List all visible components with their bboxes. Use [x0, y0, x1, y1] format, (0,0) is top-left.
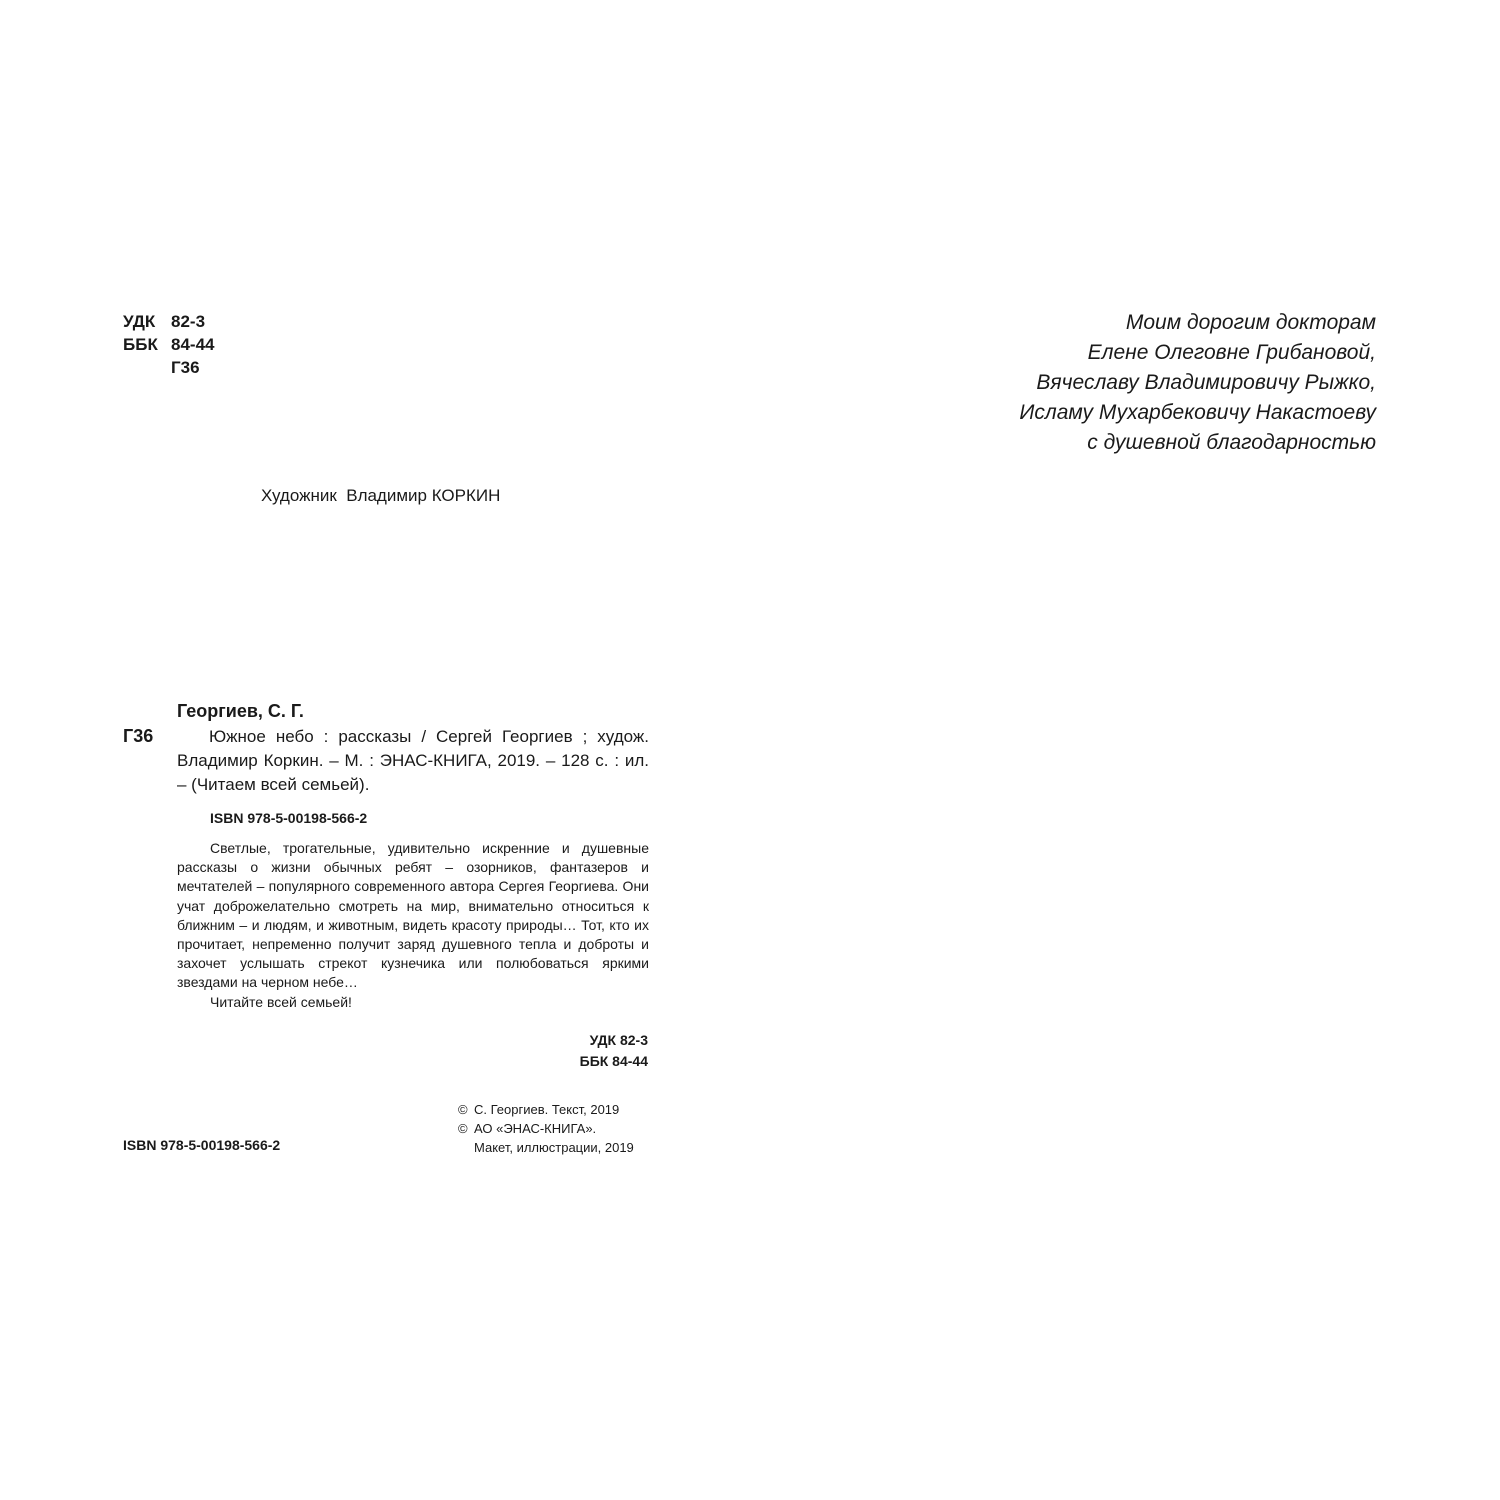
copyright-icon: ©	[458, 1102, 468, 1117]
udk-value: 82-3	[171, 312, 206, 331]
bbk-row	[123, 333, 214, 356]
annotation-text: Светлые, трогательные, удивительно искренние и душевные рассказы о жизни обычных ребят – озорников, фантазеров и мечтателей – популярного современного автора Сергея Георгиева. Они учат доброжелательно смотреть на мир, внимательно относиться к ближним – и людям, и животным, видеть красоту природы… Тот, кто их прочитает, непременно получит заряд душевного тепла и доброты и захочет услышать стрекот кузнечика или полюбоваться яркими звездами на черном небе…	[177, 840, 649, 991]
bbk-value: 84-44	[171, 335, 215, 354]
copyright-block	[458, 1100, 634, 1157]
dedication-line: Моим дорогим докторам	[1125, 311, 1376, 334]
annotation-closing: Читайте всей семьей!	[210, 993, 352, 1010]
copyright-publisher: АО «ЭНАС-КНИГА».	[474, 1121, 597, 1136]
dedication-line: Исламу Мухарбековичу Накастоеву	[1019, 401, 1376, 424]
udk-label: УДК	[123, 312, 156, 331]
copyright-row-publisher	[458, 1119, 634, 1138]
dedication	[1019, 308, 1376, 458]
bbk-label: ББК	[123, 335, 158, 354]
card-description	[177, 725, 649, 797]
card-classification	[580, 1030, 648, 1072]
footer-isbn: ISBN 978-5-00198-566-2	[123, 1137, 281, 1153]
copyright-row-layout	[458, 1138, 634, 1157]
dedication-line: Вячеславу Владимировичу Рыжко,	[1036, 371, 1376, 394]
illustrator-credit: Художник Владимир КОРКИН	[261, 486, 501, 505]
bibliographic-description: Южное небо : рассказы / Сергей Георгиев ; худож. Владимир Коркин. – М. : ЭНАС-КНИГА, 2019. – 128 с. : ил. – (Читаем всей семьей).	[177, 727, 649, 794]
copyright-icon: ©	[458, 1121, 468, 1136]
copyright-text: С. Георгиев. Текст, 2019	[474, 1102, 620, 1117]
card-author: Георгиев, С. Г.	[177, 701, 304, 721]
copyright-row-text	[458, 1100, 634, 1119]
dedication-line: с душевной благодарностью	[1087, 431, 1376, 454]
card-bbk: ББК 84-44	[579, 1053, 648, 1069]
author-mark-row	[123, 356, 214, 379]
card-udk: УДК 82-3	[589, 1032, 648, 1048]
card-isbn: ISBN 978-5-00198-566-2	[210, 810, 368, 826]
card-author-code: Г36	[123, 726, 154, 746]
copyright-layout: Макет, иллюстрации, 2019	[474, 1140, 634, 1155]
card-annotation	[177, 839, 649, 1012]
classification-block	[123, 310, 214, 379]
author-mark: Г36	[171, 358, 200, 377]
dedication-line: Елене Олеговне Грибановой,	[1087, 341, 1376, 364]
udk-row	[123, 310, 214, 333]
